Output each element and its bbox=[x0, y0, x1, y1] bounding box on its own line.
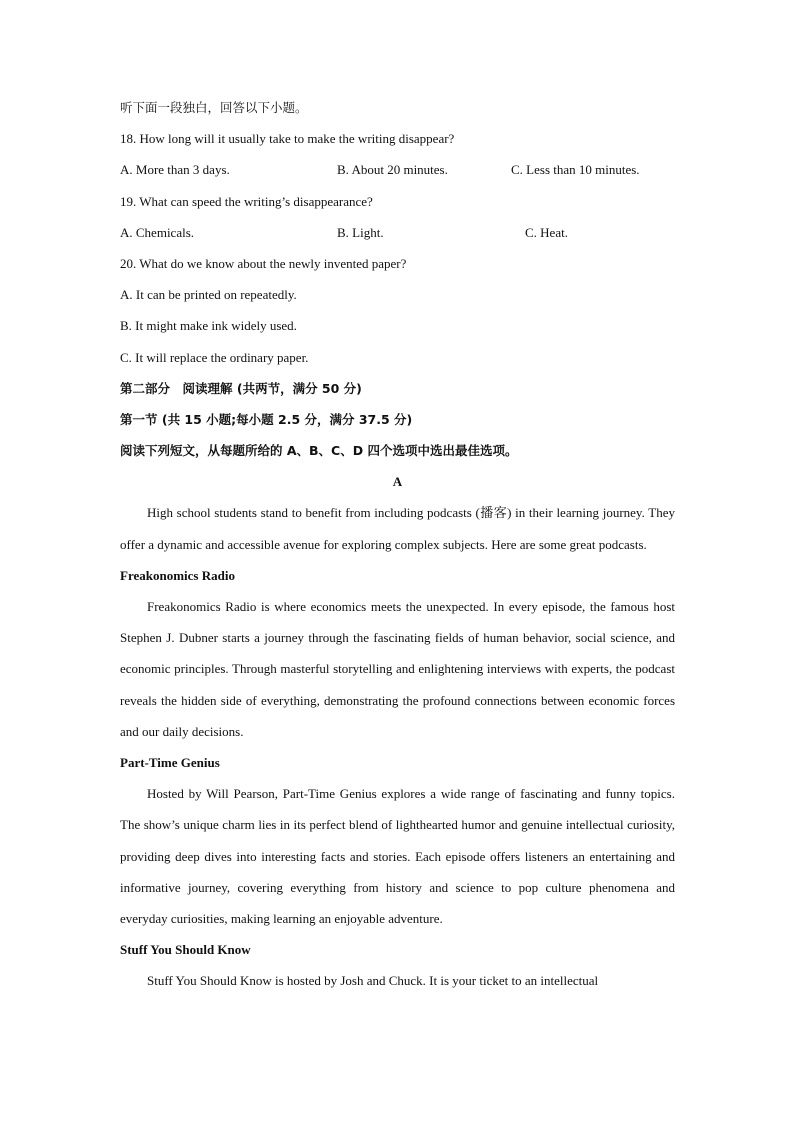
option-a: A. More than 3 days. bbox=[120, 162, 230, 178]
podcast-title: Freakonomics Radio bbox=[120, 567, 235, 583]
option-a: A. It can be printed on repeatedly. bbox=[120, 287, 297, 303]
podcast-title: Stuff You Should Know bbox=[120, 942, 251, 958]
podcast-description: Stuff You Should Know is hosted by Josh and Chuck. It is your ticket to an intellectual bbox=[147, 973, 599, 989]
exam-page bbox=[120, 92, 675, 997]
reading-instruction: 阅读下列短文，从每题所给的 A、B、C、D 四个选项中选出最佳选项。 bbox=[120, 443, 518, 459]
podcast-description: Hosted by Will Pearson, Part-Time Genius explores a wide range of fascinating and funny topics. The show’s unique charm lies in its perfect blend of lighthearted humor and genuine intellectual curiosity, providing deep dives into interesting facts and stories. Each episode offers listeners an entertaining and informative journey, covering everything from history and science to pop culture phenomena and everyday curiosities, making learning an enjoyable adventure. bbox=[120, 786, 675, 927]
question-18-options bbox=[120, 154, 675, 185]
question-20: 20. What do we know about the newly invented paper? bbox=[120, 255, 407, 271]
option-a: A. Chemicals. bbox=[120, 224, 195, 240]
option-c: C. Less than 10 minutes. bbox=[511, 162, 640, 178]
question-19: 19. What can speed the writing’s disappearance? bbox=[120, 193, 373, 209]
section-one-title: 第一节 (共 15 小题;每小题 2.5 分，满分 37.5 分) bbox=[120, 411, 413, 427]
option-b: B. It might make ink widely used. bbox=[120, 318, 297, 334]
passage-label: A bbox=[392, 474, 403, 490]
option-b: B. Light. bbox=[337, 224, 384, 240]
passage-intro: High school students stand to benefit from including podcasts (播客) in their learning journey. They offer a dynamic and accessible avenue for exploring complex subjects. Here are some great podcasts. bbox=[120, 505, 675, 552]
podcast-description: Freakonomics Radio is where economics meets the unexpected. In every episode, the famous host Stephen J. Dubner starts a journey through the fascinating fields of human behavior, social science, and economic principles. Through masterful storytelling and enlightening interviews with experts, the podcast reveals the hidden side of everything, demonstrating the profound connections between economic forces and our daily decisions. bbox=[120, 599, 675, 739]
question-19-options bbox=[120, 217, 675, 248]
option-c: C. It will replace the ordinary paper. bbox=[120, 349, 309, 365]
podcast-title: Part-Time Genius bbox=[120, 755, 220, 771]
part-two-title: 第二部分 阅读理解 (共两节，满分 50 分) bbox=[120, 380, 362, 396]
option-b: B. About 20 minutes. bbox=[337, 162, 448, 178]
question-18: 18. How long will it usually take to make the writing disappear? bbox=[120, 131, 455, 147]
option-c: C. Heat. bbox=[525, 224, 568, 240]
listening-instruction: 听下面一段独白，回答以下小题。 bbox=[120, 100, 308, 115]
